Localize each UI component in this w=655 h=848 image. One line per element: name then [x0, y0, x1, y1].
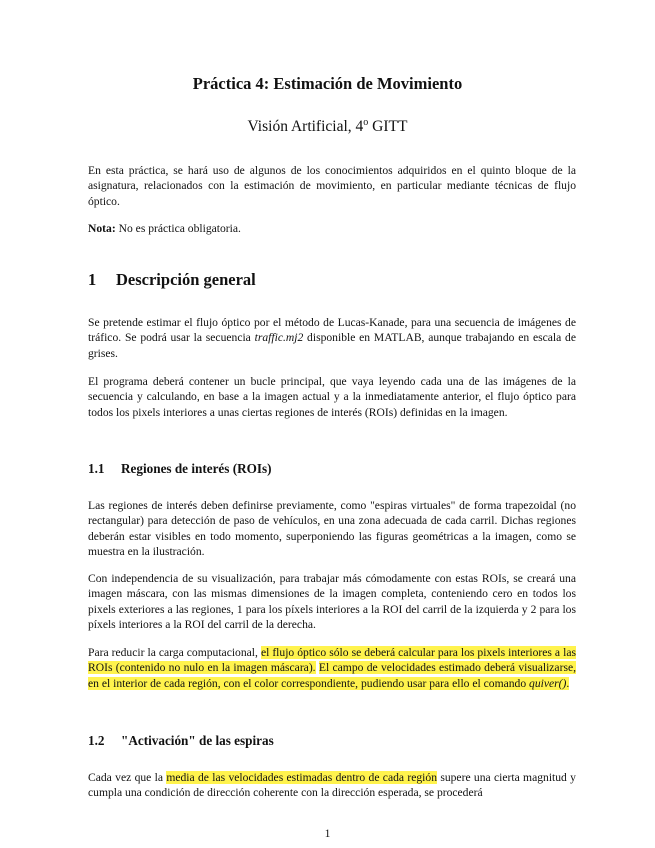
section-1-1-number: 1.1 [88, 461, 105, 476]
document-title: Práctica 4: Estimación de Movimiento [192, 74, 463, 93]
highlighted-text: El campo de velocidades estimado deberá visualizarse, en el interior de cada región, con el color correspondiente, pudiendo usar para ello el comando [88, 661, 576, 690]
document-subtitle [0, 117, 655, 136]
intro-paragraph: En esta práctica, se hará uso de algunos de los conocimientos adquiridos en el quinto bloque de la asignatura, relacionados con la estimación de movimiento, en particular mediante técnicas de flujo óptico. [88, 164, 576, 208]
page-number: 1 [324, 827, 331, 840]
note-text: No es práctica obligatoria. [115, 222, 241, 235]
section-1-2-paragraph-1: Cada vez que la media de las velocidades estimadas dentro de cada región supere una cierta magnitud y cumpla una condición de dirección coherente con la dirección esperada, se procederá [88, 771, 576, 800]
section-1-paragraph-2: El programa deberá contener un bucle principal, que vaya leyendo cada una de las imágenes de la secuencia y calculando, en base a la imagen actual y a la inmediatamente anterior, el flujo óptico para todos los pixels interiores a unas ciertas regiones de interés (ROIs) definidas en la imagen. [88, 375, 576, 419]
subtitle-text: Visión Artificial, 4 [247, 118, 364, 136]
section-1-number: 1 [88, 270, 97, 289]
quiver-command: quiver() [529, 676, 567, 690]
subtitle-superscript: o [363, 117, 369, 128]
note-label: Nota: [88, 222, 116, 235]
sequence-name: traffic.mj2 [254, 331, 304, 345]
section-1-1-paragraph-2: Con independencia de su visualización, para trabajar más cómodamente con estas ROIs, se creará una imagen máscara, con las mismas dimensiones de la imagen completa, conteniendo cero en todos los pixels exteriores a las regiones, 1 para los píxels interiores a la ROI del carril de la izquierda y 2 para los píxels interiores a la ROI del carril de la derecha. [88, 572, 576, 631]
section-1-1-paragraph-3: Para reducir la carga computacional, el flujo óptico sólo se deberá calcular para los pixels interiores a las ROIs (contenido no nulo en la imagen máscara). El campo de velocidades estimado deberá visualizarse, en el interior de cada región, con el color correspondiente, pudiendo usar para ello el comando quiver(). [88, 646, 576, 690]
highlighted-text: media de las velocidades estimadas dentro de cada región [166, 771, 437, 784]
section-1-2-heading [88, 733, 274, 749]
section-1-heading [88, 270, 256, 290]
section-1-paragraph-1: Se pretende estimar el flujo óptico por el método de Lucas-Kanade, para una secuencia de imágenes de tráfico. Se podrá usar la secuencia traffic.mj2 disponible en MATLAB, aunque trabajando en escala de grises. [88, 316, 576, 360]
section-1-1-title: Regiones de interés (ROIs) [121, 461, 272, 476]
section-1-title: Descripción general [116, 270, 256, 289]
subtitle-suffix: GITT [368, 118, 408, 136]
section-1-1-paragraph-1: Las regiones de interés deben definirse previamente, como "espiras virtuales" de forma trapezoidal (no rectangular) para detección de paso de vehículos, en una zona adecuada de cada carril. Dichas regiones deberán estar visibles en todo momento, superponiendo las figuras geométricas a la imagen, como se muestra en la ilustración. [88, 499, 576, 558]
note-paragraph [88, 221, 576, 236]
section-1-1-heading [88, 461, 272, 477]
highlighted-text: el flujo óptico sólo se deberá calcular para los pixels interiores a las ROIs (contenido no nulo en la imagen máscara). [88, 646, 576, 675]
section-1-2-number: 1.2 [88, 733, 105, 748]
section-1-2-title: "Activación" de las espiras [121, 733, 274, 748]
